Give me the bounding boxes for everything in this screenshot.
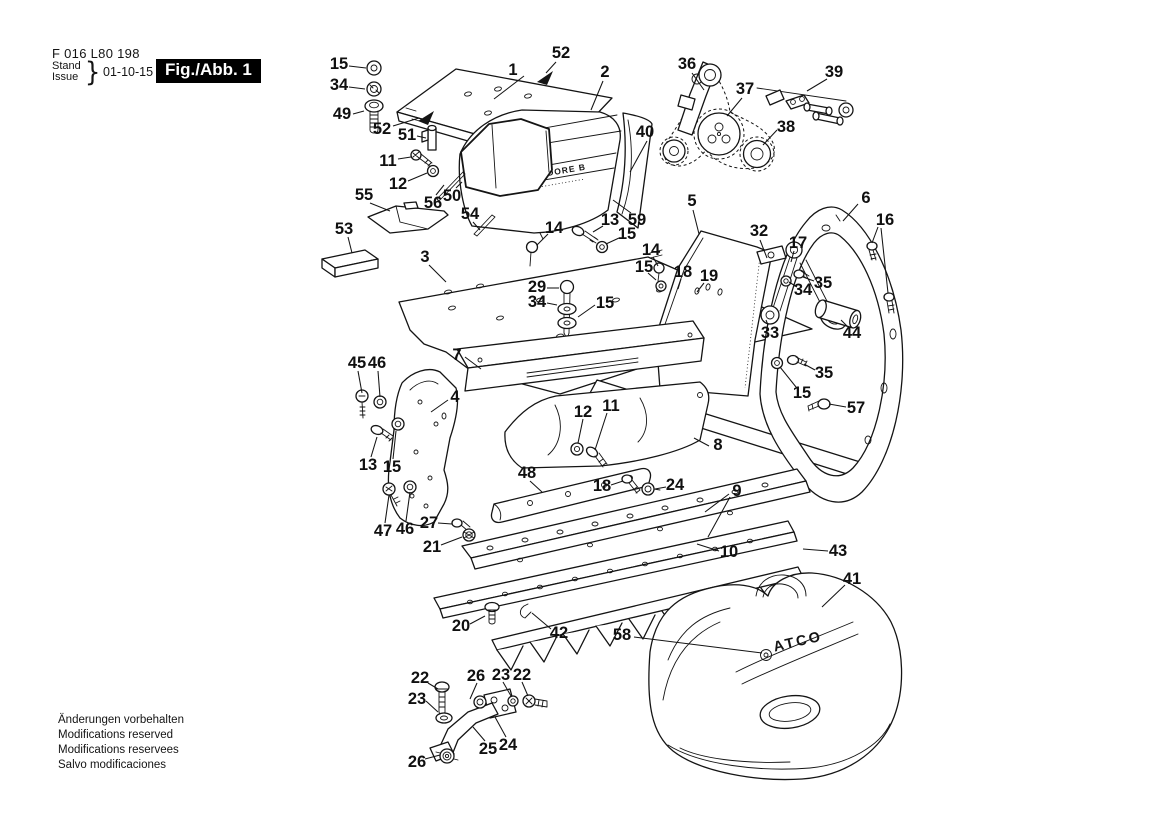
leader-line	[522, 682, 528, 696]
part-8-rear-flap	[505, 382, 709, 468]
part-number-label: 41	[842, 570, 862, 588]
bolt-22-left	[435, 682, 449, 714]
part-number-label: 46	[395, 520, 415, 538]
part-number-label: 5	[687, 192, 697, 210]
part-number-label: 44	[842, 324, 862, 342]
leader-line	[370, 203, 390, 211]
part-number-label: 17	[788, 234, 808, 252]
part-number-label: 46	[367, 354, 387, 372]
part-number-label: 18	[592, 477, 612, 495]
leader-line	[530, 481, 542, 492]
arrow-52-top	[537, 71, 553, 85]
part-number-label: 25	[478, 740, 498, 758]
spring-washer-34	[367, 82, 381, 96]
part-number-label: 4	[450, 388, 460, 406]
figure-badge: Fig./Abb. 1	[156, 59, 261, 83]
grommet-26-upper	[474, 696, 486, 708]
part-number-label: 50	[442, 187, 462, 205]
part-number-label: 36	[677, 55, 697, 73]
bolt-45	[356, 390, 368, 418]
part-number-label: 1	[508, 61, 518, 79]
part-number-label: 12	[573, 403, 593, 421]
part-number-label: 52	[372, 120, 392, 138]
legal-notice	[58, 713, 184, 773]
leader-line	[727, 98, 742, 116]
bolt-13-left	[370, 424, 393, 441]
washer-46	[374, 396, 386, 408]
washer-15-lower	[772, 358, 783, 369]
part-41-grass-box	[649, 573, 902, 780]
part-number-label: 14	[641, 241, 661, 259]
washer-23-right	[508, 696, 518, 706]
part-number-label: 13	[358, 456, 378, 474]
screw-11	[411, 150, 432, 166]
part-number-label: 45	[347, 354, 367, 372]
part-number-label: 15	[329, 55, 349, 73]
part-53-block	[322, 250, 378, 277]
part-number-label: 14	[544, 219, 564, 237]
revision-date: 01-10-15	[103, 65, 154, 79]
part-5-side-panel	[656, 231, 772, 396]
leader-line	[441, 537, 462, 545]
part-number-label: 6	[861, 189, 871, 207]
pin-14	[527, 242, 538, 267]
leader-line	[546, 62, 556, 73]
part-number-label: 35	[813, 274, 833, 292]
part-number-label: 20	[451, 617, 471, 635]
part-number-label: 24	[498, 736, 518, 754]
revision-label-issue: Issue	[52, 71, 79, 83]
leader-line	[348, 237, 352, 253]
part-number-label: 32	[749, 222, 769, 240]
part-number-label: 27	[419, 514, 439, 532]
washer-15d	[656, 281, 666, 291]
washer-12	[571, 443, 583, 455]
part-number-label: 34	[793, 281, 813, 299]
leader-line	[803, 549, 828, 551]
part-number-label: 26	[466, 667, 486, 685]
leader-line	[371, 437, 377, 457]
leader-line	[804, 364, 815, 370]
leader-line	[872, 227, 878, 243]
idler-wheel	[660, 137, 688, 165]
part-number-label: 11	[602, 397, 620, 415]
leader-line	[470, 616, 485, 624]
part-number-label: 13	[600, 211, 620, 229]
part-number-label: 22	[410, 669, 430, 687]
part-number-label: 23	[491, 666, 511, 684]
leader-line	[426, 701, 438, 712]
part-37-sprocket	[694, 109, 744, 159]
leader-line	[473, 727, 485, 741]
part-number-label: 8	[713, 436, 723, 454]
leader-line	[470, 683, 477, 699]
bolt-22-right	[523, 695, 547, 707]
clip-42	[520, 604, 531, 618]
part-number-label: 56	[423, 194, 443, 212]
part-number-label: 10	[719, 543, 739, 561]
chain-drive-assembly	[660, 62, 774, 171]
part-number-label: 57	[846, 399, 866, 417]
legal-line-fr: Modifications reservees	[58, 744, 179, 756]
leader-line	[385, 495, 389, 523]
washer-46b	[404, 481, 416, 493]
part-number-label: 59	[627, 211, 647, 229]
washer-15-top	[367, 61, 381, 75]
part-number-label: 23	[407, 690, 427, 708]
leader-line	[532, 613, 551, 629]
part-number-label: 12	[388, 175, 408, 193]
part-number-label: 40	[635, 123, 655, 141]
part-number-label: 49	[332, 105, 352, 123]
part-number-label: 37	[735, 80, 755, 98]
legal-line-en: Modifications reserved	[58, 729, 174, 741]
part-number-label: 24	[665, 476, 685, 494]
part-number-label: 51	[397, 126, 417, 144]
part-number-label: 18	[673, 263, 693, 281]
part-number-label: 48	[517, 464, 537, 482]
part-number-label: 55	[354, 186, 374, 204]
part-number-label: 15	[595, 294, 615, 312]
part-number-label: 42	[549, 624, 569, 642]
revision-brace: }	[84, 57, 101, 88]
part-number-label: 35	[814, 364, 834, 382]
leader-line	[429, 265, 446, 282]
part-number-label: 11	[379, 152, 397, 170]
washer-23-left	[436, 713, 452, 723]
part-number-label: 15	[382, 458, 402, 476]
washer-12-left	[428, 166, 439, 177]
part-number-label: 54	[460, 205, 480, 223]
part-number-label: 7	[452, 346, 462, 364]
leader-line	[829, 404, 846, 407]
part-number-label: 15	[617, 225, 637, 243]
part-number-label: 43	[828, 542, 848, 560]
part-number-label: 53	[334, 220, 354, 238]
part-number-label: 34	[329, 76, 349, 94]
part-38-sprocket	[740, 137, 774, 171]
part-number-label: 16	[875, 211, 895, 229]
cover-brand-text: B	[577, 161, 587, 173]
leader-line	[378, 371, 380, 397]
screw-57	[808, 399, 830, 411]
part-number-label: 47	[373, 522, 393, 540]
washer-15-left	[392, 418, 404, 430]
part-number-label: 34	[527, 293, 547, 311]
leader-line	[349, 87, 365, 89]
part-number-label: 9	[732, 482, 742, 500]
part-number-label: 58	[612, 626, 632, 644]
legal-line-de: Änderungen vorbehalten	[58, 714, 184, 726]
leader-line	[495, 717, 506, 737]
part-number-label: 38	[776, 118, 796, 136]
leader-line	[353, 111, 364, 114]
part-number-label: 22	[512, 666, 532, 684]
part-number-label: 21	[422, 538, 442, 556]
revision-label-stand: Stand	[52, 60, 81, 72]
part-number-label: 52	[551, 44, 571, 62]
part-number-label: 2	[600, 63, 610, 81]
leader-line	[398, 157, 411, 159]
washer-34	[781, 276, 791, 286]
part-number-label: 15	[792, 384, 812, 402]
part-number-label: 3	[420, 248, 430, 266]
part-number-label: 39	[824, 63, 844, 81]
leader-line	[693, 210, 699, 234]
part-number-label: 29	[527, 278, 547, 296]
bolt-20	[485, 603, 499, 625]
leader-line	[438, 523, 452, 524]
part-39-linkage-kit	[757, 88, 853, 125]
leader-line	[408, 173, 427, 181]
part-number-label: 19	[699, 267, 719, 285]
document-part-number: F 016 L80 198	[52, 46, 140, 61]
part-number-label: 26	[407, 753, 427, 771]
part-number-label: 33	[760, 324, 780, 342]
leader-line	[349, 66, 366, 68]
leader-line	[655, 487, 666, 489]
washer-15	[597, 242, 608, 253]
nut-21	[463, 529, 475, 541]
part-number-label: 15	[634, 258, 654, 276]
bolt-13	[571, 225, 598, 243]
part-4-side-plate	[388, 370, 457, 526]
legal-line-es: Salvo modificaciones	[58, 759, 167, 771]
grass-box-brand-text: ATCO	[771, 628, 825, 656]
